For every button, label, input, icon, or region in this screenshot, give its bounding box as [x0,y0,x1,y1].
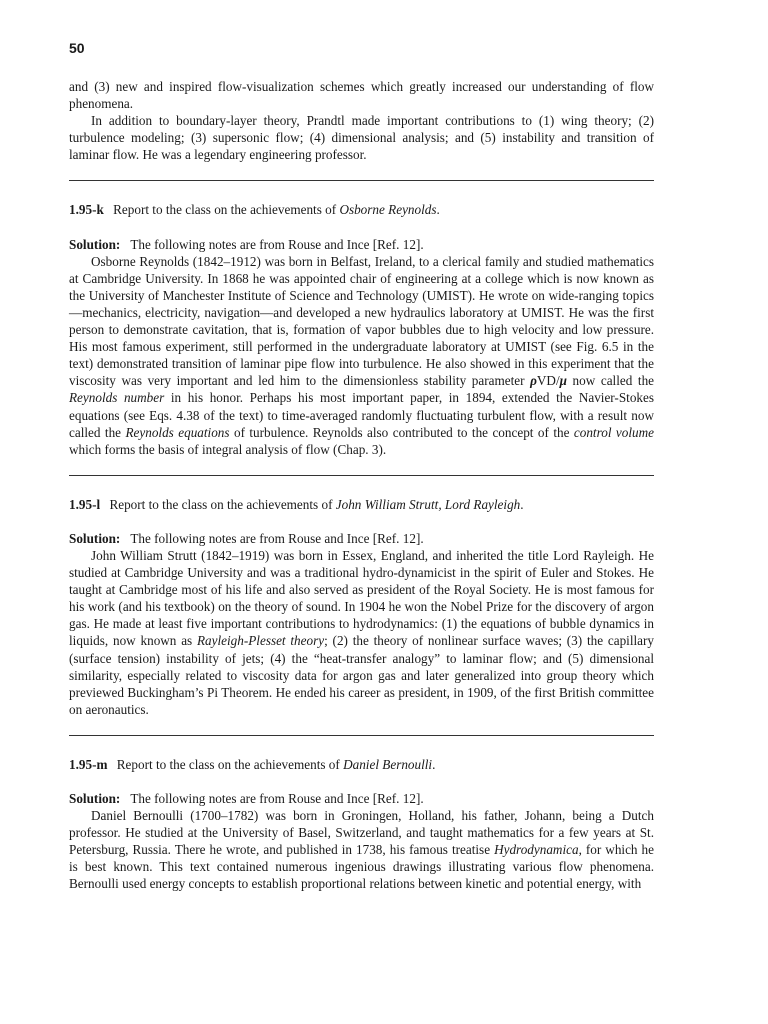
problem-section-rayleigh [69,496,654,718]
body-text: Osborne Reynolds (1842–1912) was born in Belfast, Ireland, to a clerical family and studied mathematics at Cambridge University. In 1868 he was appointed chair of engineering at a college which is now known as the University of Manchester Institute of Science and Technology (UMIST). He wrote on wide-ranging topics—mechanics, electricity, navigation—and developed a new hydraulics laboratory at UMIST. He was the first person to demonstrate cavitation, that is, formation of vapor bubbles due to high velocity and low pressure. His most famous experiment, still performed in the undergraduate laboratory at UMIST (see Fig. 6.5 in the text) demonstrated transition of laminar pipe flow into turbulence. He also showed in this experiment that the viscosity was very important and led him to the dimensionless stability parameter [69,253,654,389]
solution-label: Solution: [69,236,121,252]
body-text: John William Strutt (1842–1919) was born in Essex, England, and inherited the title Lord Rayleigh. He studied at Cambridge University and was a traditional hydro-dynamicist in the spirit of Euler and Stokes. He taught at Cambridge most of his life and also served as president of the Royal Society. He is most famous for his work (and his textbook) on the theory of sound. In 1904 he won the Nobel Prize for the discovery of argon gas. He made at least five important contributions to hydrodynamics: (1) the equations of bubble dynamics in liquids, now known as [69,547,654,649]
solution-source: The following notes are from Rouse and Ince [Ref. 12]. [130,791,424,806]
emphasis-text: Hydrodynamica [494,842,579,858]
intro-paragraph-2: In addition to boundary-layer theory, Prandtl made important contributions to (1) wing theory; (2) turbulence modeling; (3) supersonic flow; (4) dimensional analysis; and (5) instability and transition of laminar flow. He was a legendary engineering professor. [69,113,654,163]
body-text: , for which he is best known. This text contained numerous ingenious drawings illustrating various flow phenomena. Bernoulli used energy concepts to establish proportional relations between kinetic and potential energy, with [69,842,654,892]
problem-heading [69,756,654,773]
solution-line [69,790,654,807]
problem-prompt: Report to the class on the achievements of [109,496,333,512]
body-text: of turbulence. Reynolds also contributed to the concept of the [233,424,570,440]
problem-subject-suffix: . [432,756,436,772]
body-text: now called the [572,373,655,389]
problem-prompt: Report to the class on the achievements of [113,202,337,218]
section-divider [69,475,654,476]
body-text: ; (2) the theory of nonlinear surface waves; (3) the capillary (surface tension) instability of jets; (4) the “heat-transfer analogy” to laminar flow; and (5) dimensional similarity, especially related to viscosity data for argon gas and later generalized into group theory which previewed Buckingham’s Pi Theorem. He ended his career as president, in 1909, of the first British committee on aeronautics. [69,633,654,717]
body-text: VD/ [536,373,560,389]
problem-heading [69,201,654,218]
section-divider [69,180,654,181]
problem-subject-suffix: . [436,202,440,218]
problem-section-reynolds [69,201,654,457]
problem-section-bernoulli [69,756,654,893]
document-page [69,38,654,893]
problem-number: 1.95-m [69,756,108,772]
problem-subject: Osborne Reynolds [339,202,437,218]
problem-subject: John William Strutt, Lord Rayleigh [335,496,521,512]
solution-body [69,547,654,718]
problem-subject-suffix: . [520,496,524,512]
solution-body [69,253,654,458]
solution-label: Solution: [69,791,121,806]
page-number: 50 [69,40,85,56]
problem-number: 1.95-l [69,496,101,512]
problem-heading [69,496,654,513]
emphasis-text: control volume [573,424,654,440]
problem-subject: Daniel Bernoulli [343,756,433,772]
emphasis-text: Reynolds number [69,390,165,406]
solution-line [69,530,654,547]
section-divider [69,735,654,736]
solution-label: Solution: [69,530,121,546]
body-text: in his honor. Perhaps his most important paper, in 1894, extended the Navier-Stokes equations (see Eqs. 4.38 of the text) to time-averaged randomly fluctuating turbulent flow, with a result now called the [69,390,654,440]
emphasis-text: Rayleigh-Plesset theory [196,633,325,649]
rho-symbol: ρ [530,373,537,389]
problem-number: 1.95-k [69,202,104,218]
body-text: Daniel Bernoulli (1700–1782) was born in Groningen, Holland, his father, Johann, being a Dutch professor. He studied at the University of Basel, Switzerland, and taught mathematics for a few years at St. Petersburg, Russia. There he wrote, and published in 1738, his famous treatise [69,808,654,858]
problem-prompt: Report to the class on the achievements of [116,756,340,772]
mu-symbol: μ [559,373,567,389]
intro-paragraph-1: and (3) new and inspired flow-visualization schemes which greatly increased our understanding of flow phenomena. [69,79,654,112]
solution-source: The following notes are from Rouse and Ince [Ref. 12]. [130,236,424,252]
emphasis-text: Reynolds equations [125,424,230,440]
body-text: which forms the basis of integral analysis of flow (Chap. 3). [69,441,387,457]
solution-source: The following notes are from Rouse and Ince [Ref. 12]. [130,530,424,546]
solution-line [69,236,654,253]
solution-body [69,807,654,892]
